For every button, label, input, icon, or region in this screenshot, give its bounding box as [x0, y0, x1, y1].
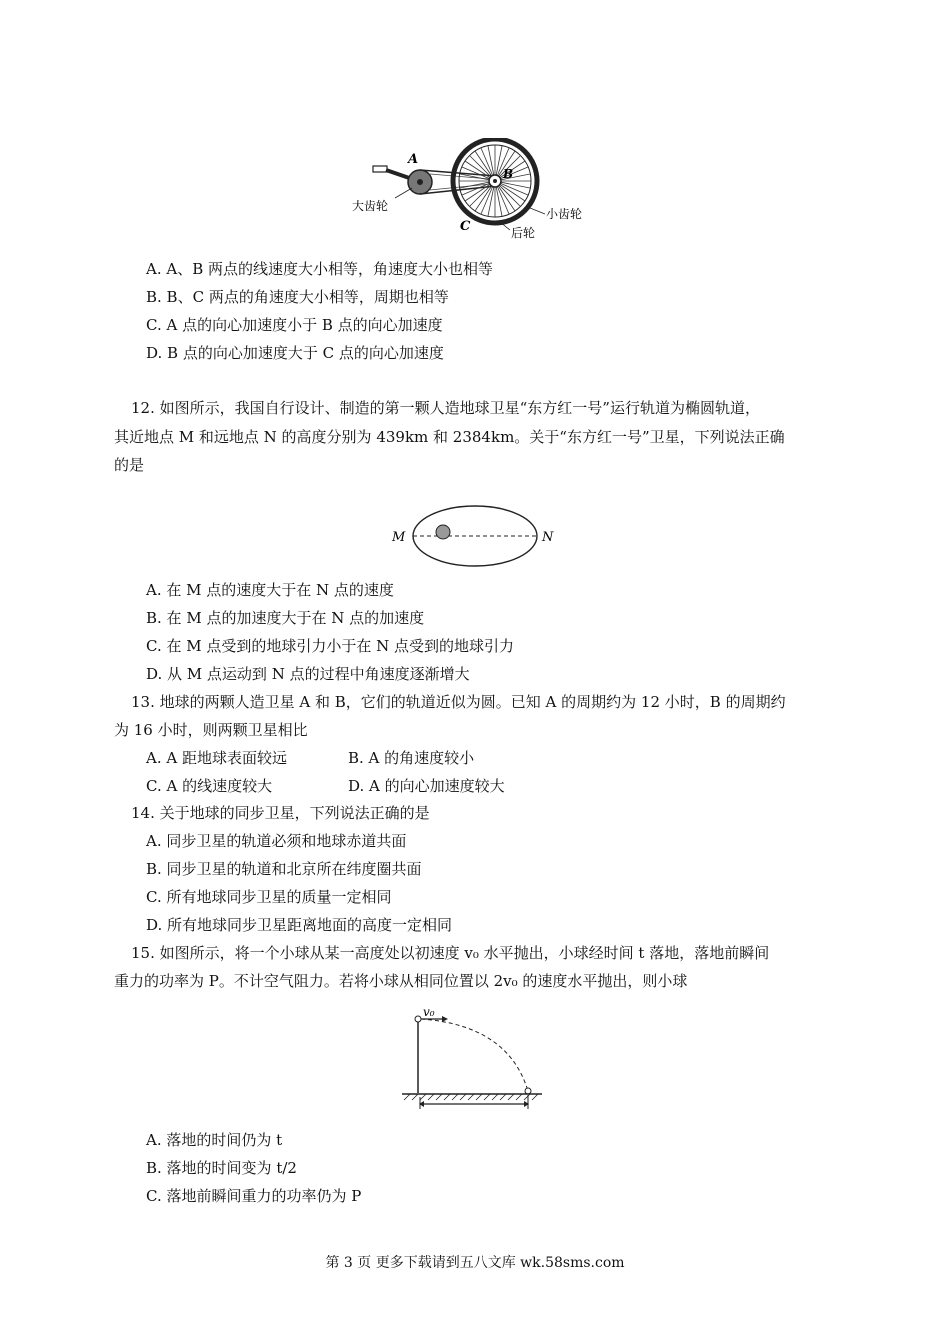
q13-option-c: C. A 的线速度较大 [146, 777, 273, 795]
q12-option-c: C. 在 M 点受到的地球引力小于在 N 点受到的地球引力 [146, 637, 515, 655]
rear-wheel-label: 后轮 [511, 226, 536, 240]
q15-option-c: C. 落地前瞬间重力的功率仍为 P [146, 1187, 362, 1205]
q14-option-d: D. 所有地球同步卫星距离地面的高度一定相同 [146, 916, 453, 934]
page-footer: 第 3 页 更多下载请到五八文库 wk.58sms.com [325, 1255, 625, 1271]
q13-stem-line1: 13. 地球的两颗人造卫星 A 和 B，它们的轨道近似为圆。已知 A 的周期约为 12 小时，B 的周期约 [131, 693, 786, 711]
q15-stem-line1: 15. 如图所示，将一个小球从某一高度处以初速度 v₀ 水平抛出，小球经时间 t 落地，落地前瞬间 [131, 944, 770, 962]
q12-stem-line3: 的是 [114, 456, 145, 474]
label-A: A [408, 152, 419, 167]
q15-stem-line2: 重力的功率为 P。不计空气阻力。若将小球从相同位置以 2v₀ 的速度水平抛出，则小球 [114, 972, 688, 990]
orbit-figure [385, 500, 565, 572]
q11-option-c: C. A 点的向心加速度小于 B 点的向心加速度 [146, 316, 443, 334]
q14-option-a: A. 同步卫星的轨道必须和地球赤道共面 [146, 832, 407, 850]
bicycle-gear-figure [340, 138, 600, 242]
q14-stem: 14. 关于地球的同步卫星，下列说法正确的是 [131, 804, 430, 822]
q15-option-b: B. 落地的时间变为 t/2 [146, 1159, 297, 1177]
q13-stem-line2: 为 16 小时，则两颗卫星相比 [114, 721, 308, 739]
q13-option-b: B. A 的角速度较小 [348, 749, 475, 767]
v0-label: v₀ [423, 1005, 435, 1019]
q14-option-c: C. 所有地球同步卫星的质量一定相同 [146, 888, 392, 906]
q12-option-d: D. 从 M 点运动到 N 点的过程中角速度逐渐增大 [146, 665, 470, 683]
q15-option-a: A. 落地的时间仍为 t [146, 1131, 283, 1149]
q14-option-b: B. 同步卫星的轨道和北京所在纬度圈共面 [146, 860, 422, 878]
projectile-figure [398, 1005, 548, 1111]
q11-option-a: A. A、B 两点的线速度大小相等，角速度大小也相等 [146, 260, 493, 278]
q12-option-b: B. 在 M 点的加速度大于在 N 点的加速度 [146, 609, 425, 627]
label-N: N [542, 530, 554, 545]
label-C: C [460, 219, 471, 234]
q11-option-d: D. B 点的向心加速度大于 C 点的向心加速度 [146, 344, 444, 362]
q13-option-a: A. A 距地球表面较远 [146, 749, 287, 767]
q12-stem-line2: 其近地点 M 和远地点 N 的高度分别为 439km 和 2384km。关于“东方红一号”卫星，下列说法正确 [114, 428, 785, 446]
label-M: M [392, 530, 406, 545]
q13-option-d: D. A 的向心加速度较大 [348, 777, 505, 795]
q12-stem-line1: 12. 如图所示，我国自行设计、制造的第一颗人造地球卫星“东方红一号”运行轨道为椭圆轨道， [131, 399, 760, 417]
big-gear-label: 大齿轮 [352, 199, 389, 213]
q12-option-a: A. 在 M 点的速度大于在 N 点的速度 [146, 581, 394, 599]
q11-option-b: B. B、C 两点的角速度大小相等，周期也相等 [146, 288, 449, 306]
small-gear-label: 小齿轮 [546, 207, 583, 221]
label-B: B [503, 167, 514, 181]
